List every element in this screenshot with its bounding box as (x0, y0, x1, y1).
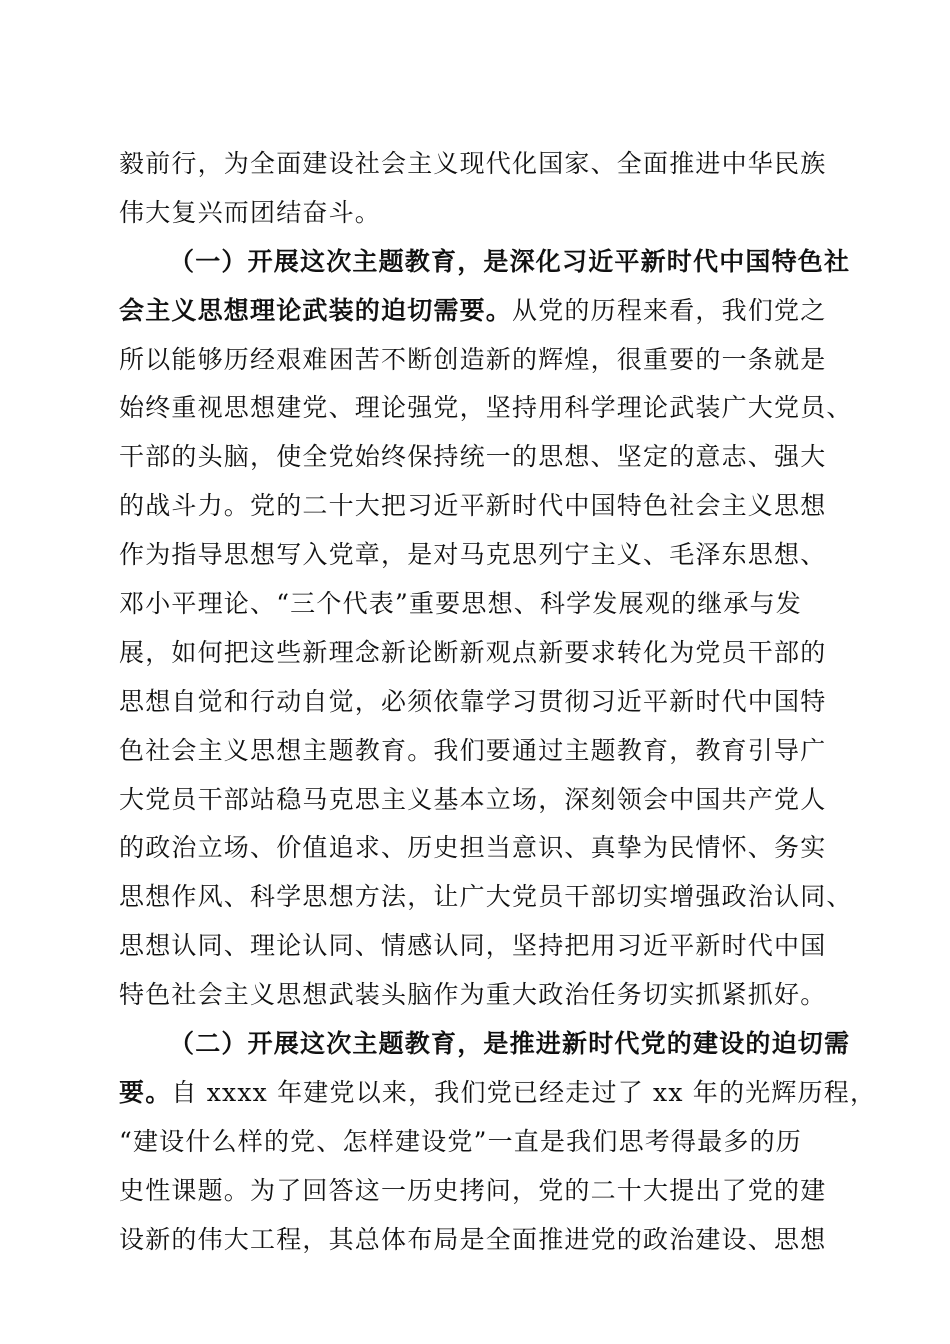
text-run: 从党的历程来看，我们党之 (512, 295, 827, 325)
section-heading-line (119, 1069, 877, 1118)
text-line: 思想认同、理论认同、情感认同，坚持把用习近平新时代中国 (119, 931, 827, 961)
section-heading-one: （一）开展这次主题教育，是深化习近平新时代中国特色社 (169, 246, 851, 276)
section-heading-two: （二）开展这次主题教育，是推进新时代党的建设的迫切需 (169, 1029, 851, 1059)
text-line: 色社会主义思想主题教育。我们要通过主题教育，教育引导广 (119, 735, 827, 765)
text-line: 邓小平理论、“三个代表”重要思想、科学发展观的继承与发 (119, 589, 802, 619)
text-line: 大党员干部站稳马克思主义基本立场，深刻领会中国共产党人 (119, 784, 827, 814)
text-line: 特色社会主义思想武装头脑作为重大政治任务切实抓紧抓好。 (119, 980, 827, 1010)
text-line: 所以能够历经艰难困苦不断创造新的辉煌，很重要的一条就是 (119, 344, 827, 374)
text-line: 的政治立场、价值追求、历史担当意识、真挚为民情怀、务实 (119, 833, 827, 863)
text-line: 伟大复兴而团结奋斗。 (119, 197, 382, 227)
body-text (119, 140, 877, 1264)
text-line: 干部的头脑，使全党始终保持统一的思想、坚定的意志、强大 (119, 442, 827, 472)
text-line: 史性课题。为了回答这一历史拷问，党的二十大提出了党的建 (119, 1175, 827, 1205)
text-line: 作为指导思想写入党章，是对马克思列宁主义、毛泽东思想、 (119, 540, 827, 570)
text-line: 展，如何把这些新理念新论断新观点新要求转化为党员干部的 (119, 637, 827, 667)
text-run: 自 xxxx 年建党以来，我们党已经走过了 xx 年的光辉历程， (171, 1077, 877, 1107)
text-line: 毅前行，为全面建设社会主义现代化国家、全面推进中华民族 (119, 149, 827, 178)
text-line: “建设什么样的党、怎样建设党”一直是我们思考得最多的历 (119, 1126, 802, 1156)
text-line: 思想作风、科学思想方法，让广大党员干部切实增强政治认同、 (119, 882, 853, 912)
section-heading-line (119, 287, 831, 336)
section-heading-two-end: 要。 (119, 1077, 172, 1107)
text-line: 的战斗力。党的二十大把习近平新时代中国特色社会主义思想 (119, 491, 827, 521)
text-line: 思想自觉和行动自觉，必须依靠学习贯彻习近平新时代中国特 (119, 686, 827, 716)
text-line: 设新的伟大工程，其总体布局是全面推进党的政治建设、思想 (119, 1224, 827, 1254)
section-heading-line (119, 1020, 851, 1069)
section-heading-line (119, 238, 851, 287)
text-line: 始终重视思想建党、理论强党，坚持用科学理论武装广大党员、 (119, 393, 853, 423)
section-heading-one-end: 会主义思想理论武装的迫切需要。 (119, 295, 513, 325)
